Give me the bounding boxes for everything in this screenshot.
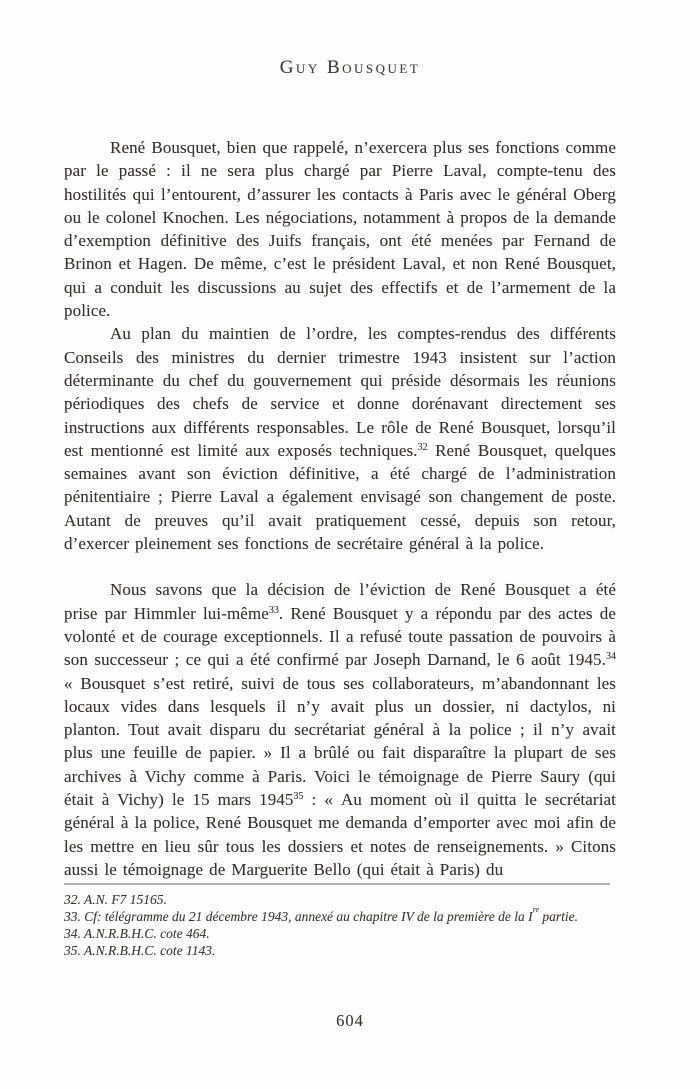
footnote-ref-34: 34 [606, 651, 616, 663]
footnote-text: partie. [539, 909, 578, 924]
footnote-35 [64, 942, 616, 959]
footnote-text: 34. A.N.R.B.H.C. cote 464. [64, 926, 210, 941]
paragraph-text: René Bousquet, quelques semaines avant son éviction définitive, a été chargé de l’administration pénitentiaire ; Pierre Laval a également envisagé son changement de poste. Autant de preuves qu’il avait pratiquement cessé, depuis son retour, d’exercer pleinement ses fonctions de secrétaire général à la police. [64, 440, 616, 554]
paragraph-text: Nous savons que la décision de l’éviction de René Bousquet a été prise par Himmler lui-même [64, 580, 616, 623]
footnote-ref-35: 35 [293, 791, 304, 803]
footnote-34 [64, 925, 616, 942]
body-text [64, 136, 616, 881]
footnotes-section [64, 883, 616, 959]
footnote-text: 35. A.N.R.B.H.C. cote 1143. [64, 943, 216, 958]
page-number: 604 [336, 1011, 364, 1030]
paragraph-text: . René Bousquet y a répondu par des actes de volonté et de courage exceptionnels. Il a refusé toute passation de pouvoirs à son successeur ; ce qui a été confirmé par Joseph Darnand, le 6 août 1945. [64, 603, 616, 670]
footnote-ref-33: 33 [268, 604, 279, 616]
footnote-33 [64, 904, 616, 925]
paragraph-text: : « Au moment où il quitta le secrétariat général à la police, René Bousquet me demanda d’emporter avec moi afin de les mettre en lieu sûr tous les dossiers et notes de renseignements. » Citons aussi le témoignage de Marguerite Bello (qui était à Paris) du [64, 790, 616, 879]
footnote-text: 32. A.N. F7 15165. [64, 892, 167, 907]
paragraph-3 [64, 578, 616, 881]
paragraph-text: « Bousquet s’est retiré, suivi de tous ses collaborateurs, m’abandonnant les locaux vides dans lesquels il n’y avait plus un dossier, ni dactylos, ni planton. Tout avait disparu du secrétariat général à la police ; il n’y avait plus une feuille de papier. » Il a brûlé ou fait disparaître la plupart de ses archives à Vichy comme à Paris. Voici le témoignage de Pierre Saury (qui était à Vichy) le 15 mars 1945 [64, 673, 616, 810]
footnote-text: 33. Cf: télégramme du 21 décembre 1943, annexé au chapitre IV de la première de la I [64, 909, 533, 924]
ordinal-superscript: re [532, 904, 539, 914]
footnote-separator [64, 883, 610, 885]
paragraph-1 [64, 136, 616, 322]
paragraph-2 [64, 322, 616, 555]
running-header: Guy Bousquet [279, 57, 421, 78]
footnote-ref-32: 32 [417, 441, 428, 453]
paragraph-text: René Bousquet, bien que rappelé, n’exercera plus ses fonctions comme par le passé : il ne sera plus chargé par Pierre Laval, compte-tenu des hostilités qui l’entourent, d’assurer les contacts à Paris avec le général Oberg ou le colonel Knochen. Les négociations, notamment à propos de la demande d’exemption définitive des Juifs français, ont été menées par Fernand de Brinon et Hagen. De même, c’est le président Laval, et non René Bousquet, qui a conduit les discussions au sujet des effectifs et de l’armement de la police. [64, 138, 616, 321]
paragraph-text: Au plan du maintien de l’ordre, les comptes-rendus des différents Conseils des ministres du dernier trimestre 1943 insistent sur l’action déterminante du chef du gouvernement qui préside désormais les réunions périodiques des chefs de service et donne dorénavant directement ses instructions aux différents responsables. Le rôle de René Bousquet, lorsqu’il est mentionné est limité aux exposés techniques. [64, 324, 616, 460]
